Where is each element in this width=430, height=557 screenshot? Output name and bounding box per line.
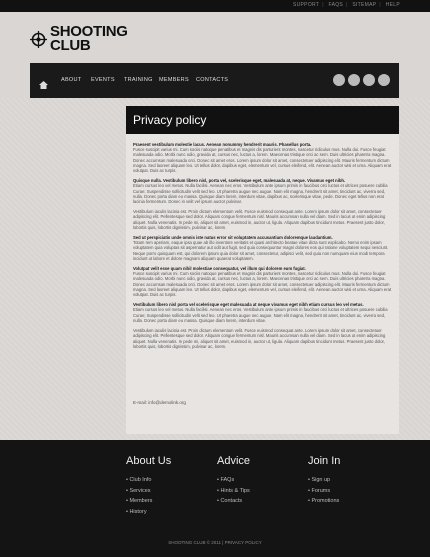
nav-item-training[interactable]: TRAINING (124, 77, 153, 83)
paragraph: Praesent vestibulum molestie lacus. Aenean nonummy hendrerit mauris. Phasellus porta. Fusce suscipit varius mi. Cum sociis natoque penatibus et magnis dis parturient montes, nascetur ridiculus mus. Nulla dui. Fusce feugiat malesuada odio. Morbi nunc odio, gravida at, cursus nec, luctus a, lorem. Maecenas tristique orci ac sem. Duis ultricies pharetra magna. Donec accumsan malesuada orci. Donec sit amet eros. Lorem ipsum dolor sit amet, consectetuer adipiscing elit. Mauris fermentum dictum magna. Sed laoreet aliquam leo. Ut tellus dolor, dapibus eget, elementum vel, cursus eleifend, elit. Aenean auctor wisi et urna. Aliquam erat volutpat. Duis ac turpis. (133, 142, 392, 174)
paragraph: Vestibulum iaculis lacinia est. Proin dictum elementum velit. Fusce euismod consequat ante. Lorem ipsum dolor sit amet, consectetuer adipiscing elit. Pellentesque sed dolor. Aliquam congue fermentum nisl. Mauris accumsan nulla vel diam. Sed in lacus ut enim adipiscing aliquet. Nulla venenatis. In pede mi, aliquet sit amet, euismod in, auctor ut, ligula. Aliquam dapibus tincidunt metus. Praesent justo dolor, lobortis quis, lobortis dignissim, pulvinar ac, lorem. (133, 328, 386, 349)
footer-link[interactable]: • History (126, 508, 147, 515)
paragraph: Quisque nulla. Vestibulum libero nisl, porta vel, scelerisque eget, malesuada at, neque. Vivamus eget nibh. Etiam cursus leo vel metus. Nulla facilisi. Aenean nec eros. Vestibulum ante ipsum primis in faucibus orci luctus et ultrices posuere cubilia Curae; Suspendisse sollicitudin velit sed leo. Ut pharetra augue nec augue. Nam elit magna, hendrerit sit amet, tincidunt ac, viverra sed, nulla. Donec porta diam eu massa. Quisque diam lorem, interdum vitae, dapibus ac, scelerisque vitae, pede. Donec eget tellus non erat lacinia fermentum. Donec in velit vel ipsum auctor pulvinar. (133, 178, 388, 205)
paragraph: Sed ut perspiciatis unde omnis iste natus error sit voluptatem accusantium doloremque laudantium. Totam rem aperiam, eaque ipsa quae ab illo inventore veritatis et quasi architecto beatae vitae dicta sunt explicabo. Nemo enim ipsam voluptatem quia voluptas sit aspernatur aut odit aut fugit, sed quia consequuntur magni dolores eos qui ratione voluptatem sequi nesciunt. Neque porro quisquam est, qui dolorem ipsum quia dolor sit amet, consectetur, adipisci velit, sed quia non numquam eius modi tempora incidunt ut labore et dolore magnam aliquam quaerat voluptatem. (133, 235, 389, 261)
footer-link[interactable]: • Club Info (126, 477, 152, 483)
footer (0, 440, 430, 557)
content-panel (126, 134, 399, 434)
facebook-icon[interactable] (348, 74, 360, 86)
paragraph: Volutpat velit esse quam nihil molestiae consequatur, vel illum qui dolorem eum fugiat. Fusce suscipit varius mi. Cum sociis natoque penatibus et magnis dis parturient montes, nascetur ridiculus mus. Nulla dui. Fusce feugiat malesuada odio. Morbi nunc odio, gravida at, cursus nec, luctus a, lorem. Maecenas tristique orci ac sem. Duis ultricies pharetra magna. Donec accumsan malesuada orci. Donec sit amet eros. Lorem ipsum dolor sit amet, consectetuer adipiscing elit. Mauris fermentum dictum magna. Sed laoreet aliquam leo. Ut tellus dolor, dapibus eget, elementum vel, cursus eleifend, elit. Aenean auctor wisi et urna. Aliquam erat volutpat. Duis ac turpis. (133, 266, 392, 298)
rss-icon[interactable] (333, 74, 345, 86)
footer-link[interactable]: • Services (126, 487, 151, 494)
top-link-sitemap[interactable]: SITEMAP (352, 2, 377, 8)
top-links: SUPPORT | FAQS | SITEMAP | HELP (293, 2, 400, 8)
globe-icon[interactable] (363, 74, 375, 86)
footer-column-join (308, 455, 340, 507)
main-nav (30, 63, 399, 98)
footer-link[interactable]: • Hints & Tips (217, 487, 250, 494)
top-link-support[interactable]: SUPPORT (293, 2, 320, 8)
footer-heading: Join In (308, 455, 341, 467)
nav-item-about[interactable]: ABOUT (61, 77, 82, 83)
footer-link[interactable]: • Members (126, 498, 153, 504)
footer-link[interactable]: • Sign up (308, 477, 331, 483)
footer-heading: About Us (126, 455, 172, 467)
home-icon[interactable] (39, 76, 48, 84)
contact-email[interactable]: E-mail: info@demolink.org (133, 400, 186, 405)
footer-link[interactable]: • Contacts (217, 498, 243, 504)
page-title-bar (126, 106, 399, 134)
nav-item-members[interactable]: MEMBERS (159, 77, 189, 83)
footer-link[interactable]: • FAQs (217, 477, 235, 483)
logo-line2: CLUB (50, 37, 91, 54)
logo-line1: SHOOTING (50, 23, 128, 40)
footer-column-about (126, 455, 171, 517)
twitter-icon[interactable] (378, 74, 390, 86)
top-bar (0, 0, 430, 12)
footer-column-advice (217, 455, 250, 507)
footer-link[interactable]: • Forums (308, 487, 331, 494)
crosshair-icon (30, 31, 47, 48)
footer-heading: Advice (217, 455, 251, 467)
page-title: Privacy policy (133, 113, 207, 127)
footer-link[interactable]: • Promotions (308, 498, 340, 504)
site-logo[interactable] (30, 25, 128, 53)
copyright: SHOOTING CLUB © 2011 | PRIVACY POLICY (168, 540, 262, 545)
top-link-help[interactable]: HELP (385, 2, 400, 8)
top-link-faqs[interactable]: FAQS (328, 2, 344, 8)
paragraph: Vestibulum iaculis lacinia est. Proin dictum elementum velit. Fusce euismod consequat ante. Lorem ipsum dolor sit amet, consectetuer adipiscing elit. Pellentesque sed dolor. Aliquam congue fermentum nisl. Mauris accumsan nulla vel diam. Sed in lacus ut enim adipiscing aliquet. Nulla venenatis. In pede mi, aliquet sit amet, euismod in, auctor ut, ligula. Aliquam dapibus tincidunt metus. Praesent justo dolor, lobortis quis, lobortis dignissim, pulvinar ac, lorem. (133, 209, 386, 230)
nav-item-contacts[interactable]: CONTACTS (196, 77, 229, 83)
nav-item-events[interactable]: EVENTS (91, 77, 115, 83)
paragraph: Vestibulum libero nisl porta vel scelerisque eget malesuada at neque vivamus eget nibh etiam cursus leo vel metus. Etiam cursus leo vel metus. Nulla facilisi. Aenean nec eros. Vestibulum ante ipsum primis in faucibus orci luctus et ultrices posuere cubilia Curae; Suspendisse sollicitudin velit sed leo. Ut pharetra augue nec augue. Nam elit magna, hendrerit sit amet, tincidunt ac, viverra sed, nulla. Donec porta diam eu massa. Quisque diam lorem, interdum vitae. (133, 302, 388, 323)
policy-text (133, 142, 392, 354)
